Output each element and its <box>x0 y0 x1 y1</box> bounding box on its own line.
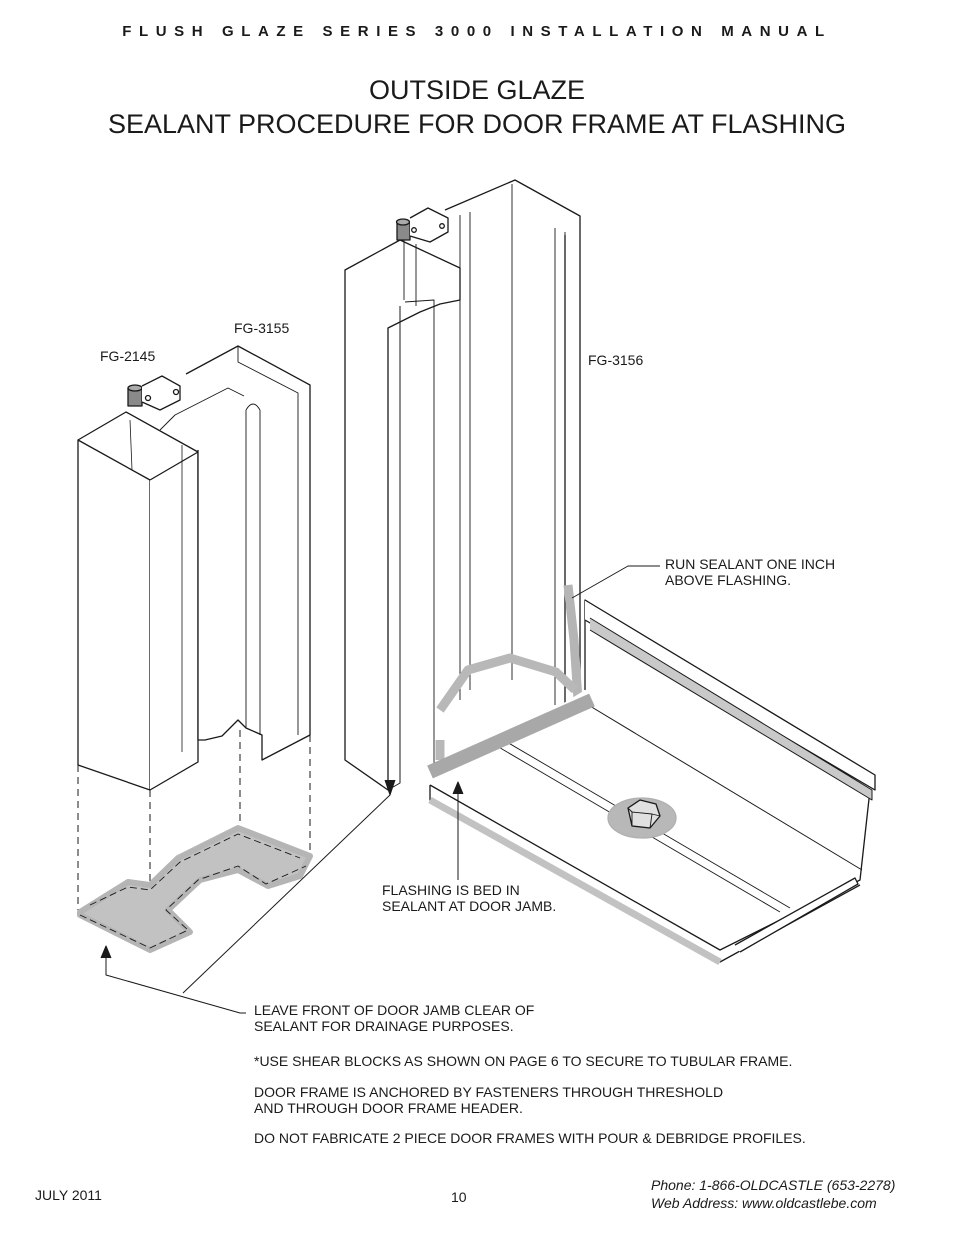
label-fg-3156: FG-3156 <box>588 352 644 368</box>
threshold-fastener <box>608 798 676 838</box>
footer-date: JULY 2011 <box>35 1187 102 1203</box>
page-title-line-2: SEALANT PROCEDURE FOR DOOR FRAME AT FLASHING <box>107 109 847 139</box>
footer-phone: Phone: 1-866-OLDCASTLE (653-2278) <box>651 1177 896 1193</box>
left-sealant-bead <box>80 828 310 950</box>
label-flashing-bed: FLASHING IS BED IN SEALANT AT DOOR JAMB. <box>382 882 557 914</box>
label-run-sealant: RUN SEALANT ONE INCH ABOVE FLASHING. <box>665 556 836 588</box>
note-anchored: DOOR FRAME IS ANCHORED BY FASTENERS THROUGH THRESHOLD AND THROUGH DOOR FRAME HEADER. <box>254 1084 724 1116</box>
fg2145-gasket <box>128 376 180 410</box>
left-jamb-assembly <box>78 346 310 950</box>
page-title-line-1: OUTSIDE GLAZE <box>368 75 586 105</box>
page-number: 10 <box>451 1189 467 1205</box>
manual-header: FLUSH GLAZE SERIES 3000 INSTALLATION MANUAL <box>122 23 832 40</box>
label-fg-3155: FG-3155 <box>234 320 290 336</box>
label-fg-2145: FG-2145 <box>100 348 156 364</box>
fg3156-gasket <box>397 208 449 242</box>
footer-web: Web Address: www.oldcastlebe.com <box>651 1195 877 1211</box>
note-no-fabricate: DO NOT FABRICATE 2 PIECE DOOR FRAMES WITH POUR & DEBRIDGE PROFILES. <box>254 1130 806 1146</box>
note-shear-blocks: *USE SHEAR BLOCKS AS SHOWN ON PAGE 6 TO SECURE TO TUBULAR FRAME. <box>254 1053 793 1069</box>
label-leave-front: LEAVE FRONT OF DOOR JAMB CLEAR OF SEALANT FOR DRAINAGE PURPOSES. <box>254 1002 535 1034</box>
